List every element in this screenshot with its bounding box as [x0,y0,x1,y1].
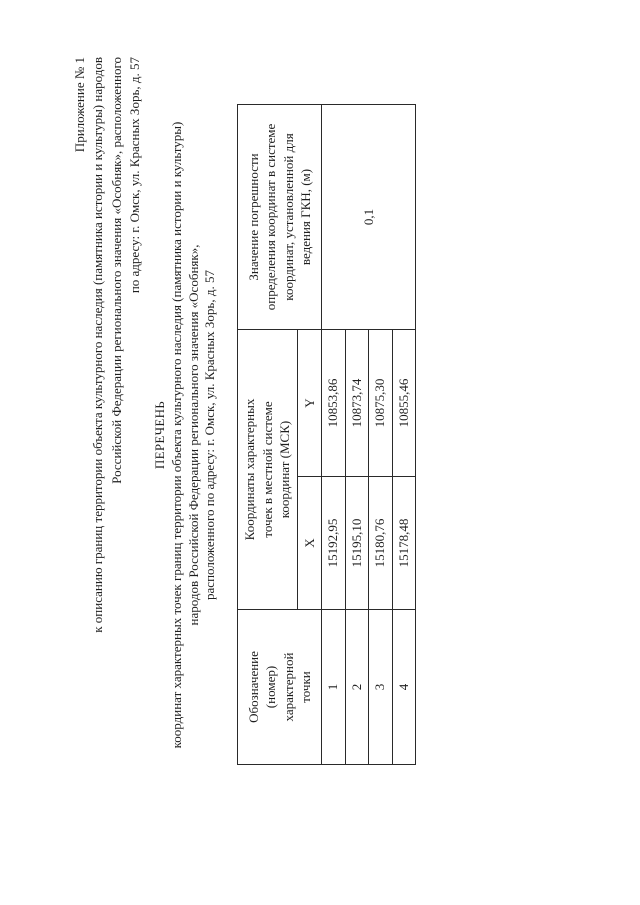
header-x-label: X [301,538,317,548]
list-title: ПЕРЕЧЕНЬ [152,400,167,470]
cell-x: 15178,48 [392,477,416,610]
cell-error-value: 0,1 [322,104,416,329]
cell-y: 10875,30 [369,329,393,476]
header-y [298,329,322,476]
cell-point: 1 [322,610,346,765]
header-point-designation [238,610,322,765]
cell-x: 15195,10 [345,477,369,610]
table-header [238,104,322,764]
table-row [322,104,346,764]
appendix-caption: к описанию границ территории объекта культурного наследия (памятника истории и культуры) народов Российской Федерации регионального значения «Особняк», расположенного по адресу: г. Омск, ул. Красных Зорь, д. 57 [90,57,142,633]
cell-point: 2 [345,610,369,765]
list-subtitle: координат характерных точек границ территории объекта культурного наследия (памятника истории и культуры) народов Российской Федерации регионального значения «Особняк», расположенного по адресу: г. Омск, ул. Красных Зорь, д. 57 [169,121,218,749]
header-coordinates-label: Координаты характерных точек в местной системе координат (МСК) [242,398,293,541]
header-error [238,104,322,329]
cell-point: 3 [369,610,393,765]
list-heading [151,5,219,865]
table-body [322,104,416,764]
header-y-label: Y [301,398,317,408]
appendix-number: Приложение № 1 [72,57,87,153]
cell-point: 4 [392,610,416,765]
cell-y: 10855,46 [392,329,416,476]
cell-y: 10873,74 [345,329,369,476]
coordinates-table [237,104,416,765]
cell-x: 15180,76 [369,477,393,610]
header-point-designation-label: Обозначение (номер) характерной точки [245,651,313,723]
header-coordinates [238,329,298,609]
cell-y: 10853,86 [322,329,346,476]
appendix-header [71,57,144,633]
header-x [298,477,322,610]
header-row [238,104,298,764]
cell-x: 15192,95 [322,477,346,610]
header-error-label: Значение погрешности определения координат в системе координат, установленной для ведения ГКН, (м) [245,123,313,311]
